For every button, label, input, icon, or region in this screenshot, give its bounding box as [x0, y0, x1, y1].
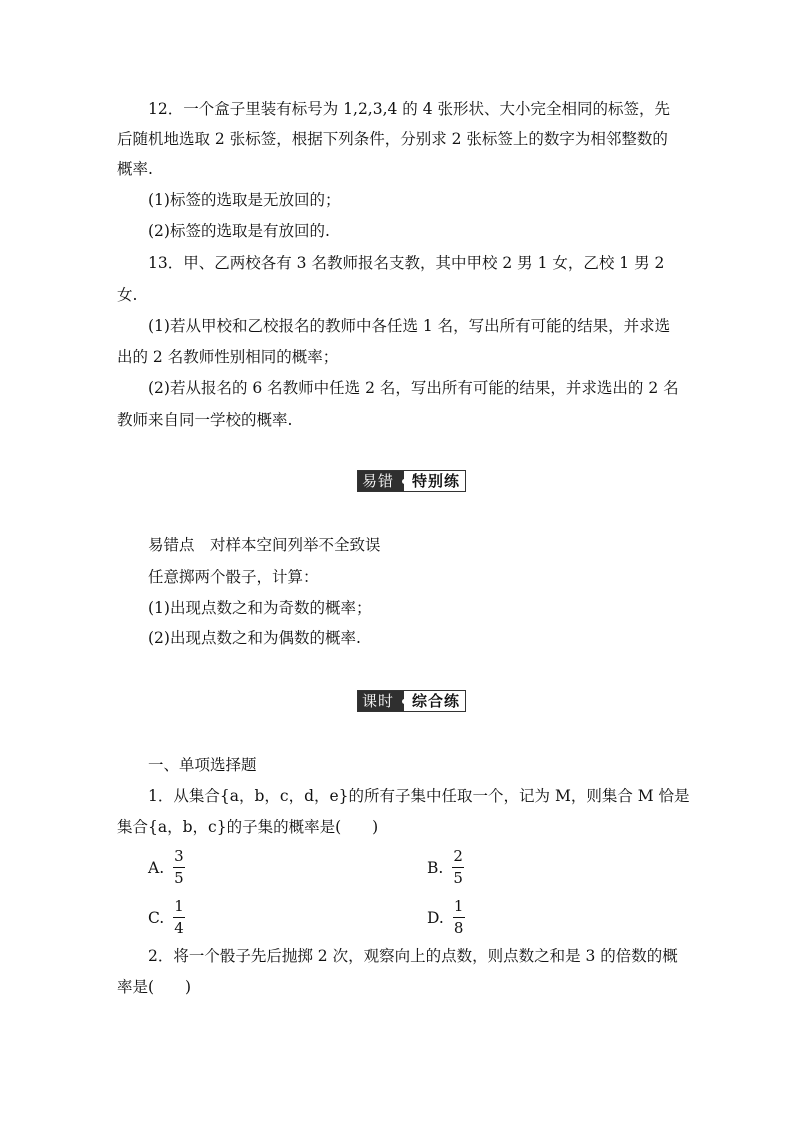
question-1-option-c[interactable] — [148, 898, 186, 937]
question-2-line-2: 率是( ) — [117, 978, 192, 996]
problem-13-line-1: 13．甲、乙两校各有 3 名教师报名支教，其中甲校 2 男 1 女，乙校 1 男 2 — [148, 254, 665, 272]
fraction-bar — [453, 917, 465, 918]
problem-12-sub-2: (2)标签的选取是有放回的. — [148, 222, 330, 240]
problem-12-sub-1: (1)标签的选取是无放回的； — [148, 191, 341, 209]
option-fraction — [172, 898, 186, 937]
section-heading: 一、单项选择题 — [148, 756, 257, 774]
question-1-line-1: 1．从集合{a，b，c，d，e}的所有子集中任取一个，记为 M，则集合 M 恰是 — [148, 787, 690, 805]
option-label: D. — [427, 908, 444, 927]
banner-dot-icon — [398, 471, 404, 491]
problem-13-sub-1b: 出的 2 名教师性别相同的概率； — [117, 348, 339, 366]
problem-12-line-2: 后随机地选取 2 张标签，根据下列条件，分别求 2 张标签上的数字为相邻整数的 — [117, 130, 668, 148]
section-banner-mistakes — [357, 470, 466, 492]
mistake-point-title: 易错点 对样本空间列举不全致误 — [148, 536, 381, 554]
fraction-numerator: 1 — [174, 897, 184, 915]
option-label: C. — [148, 908, 165, 927]
mistake-sub-1: (1)出现点数之和为奇数的概率； — [148, 599, 372, 617]
option-fraction — [452, 898, 466, 937]
banner-dot-icon — [398, 691, 404, 711]
banner-left-text: 易错 — [358, 471, 398, 491]
fraction-numerator: 3 — [174, 847, 184, 865]
problem-12-line-1: 12．一个盒子里装有标号为 1,2,3,4 的 4 张形状、大小完全相同的标签，先 — [148, 100, 671, 118]
fraction-bar — [173, 867, 185, 868]
fraction-numerator: 1 — [453, 897, 464, 915]
fraction-denominator: 5 — [174, 869, 184, 887]
mistake-prompt: 任意掷两个骰子，计算： — [148, 568, 319, 586]
fraction-bar — [173, 917, 185, 918]
banner-right-text: 综合练 — [404, 691, 465, 711]
question-1-option-a[interactable] — [148, 848, 186, 887]
option-label: A. — [148, 858, 165, 877]
option-fraction — [172, 848, 186, 887]
problem-12-line-3: 概率. — [117, 160, 153, 178]
problem-13-sub-1a: (1)若从甲校和乙校报名的教师中各任选 1 名，写出所有可能的结果，并求选 — [148, 317, 671, 335]
fraction-bar — [452, 867, 464, 868]
question-1-option-d[interactable] — [427, 898, 465, 937]
option-fraction — [451, 848, 465, 887]
fraction-denominator: 5 — [453, 869, 463, 887]
section-banner-comprehensive — [357, 690, 466, 712]
fraction-denominator: 8 — [453, 919, 464, 937]
mistake-sub-2: (2)出现点数之和为偶数的概率. — [148, 629, 361, 647]
fraction-denominator: 4 — [174, 919, 184, 937]
option-label: B. — [427, 858, 444, 877]
problem-13-sub-2b: 教师来自同一学校的概率. — [117, 411, 293, 429]
problem-13-sub-2a: (2)若从报名的 6 名教师中任选 2 名，写出所有可能的结果，并求选出的 2 名 — [148, 379, 679, 397]
problem-13-line-2: 女. — [117, 286, 138, 304]
banner-right-text: 特别练 — [404, 471, 465, 491]
banner-left-text: 课时 — [358, 691, 398, 711]
question-2-line-1: 2．将一个骰子先后抛掷 2 次，观察向上的点数，则点数之和是 3 的倍数的概 — [148, 947, 678, 965]
fraction-numerator: 2 — [453, 847, 463, 865]
question-1-line-2: 集合{a，b，c}的子集的概率是( ) — [117, 818, 379, 836]
question-1-option-b[interactable] — [427, 848, 465, 887]
